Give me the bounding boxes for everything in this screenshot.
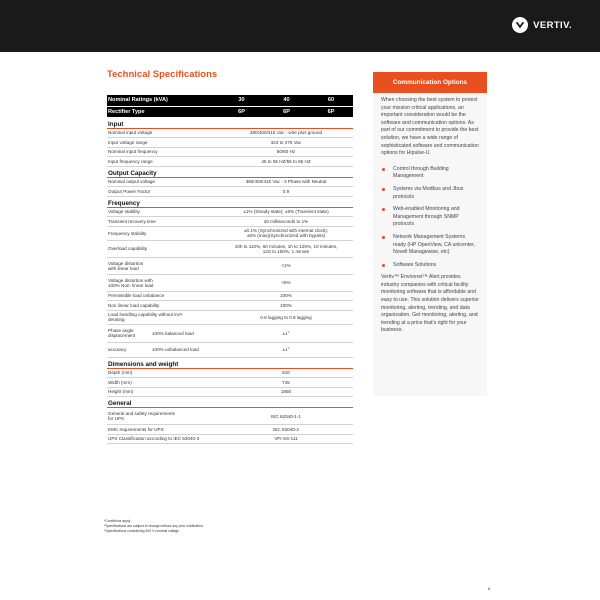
list-item <box>381 262 479 270</box>
label-line: Voltage distortion <box>108 260 144 266</box>
row-label: EMC requirements for UPS <box>107 425 219 435</box>
list-item <box>381 206 479 229</box>
label-line: Voltage distortion with <box>108 277 153 283</box>
table-row <box>107 257 353 274</box>
rectifier-40: 6P <box>264 106 309 117</box>
row-label: Nominal input voltage <box>107 128 219 138</box>
table-row <box>107 301 353 311</box>
list-item <box>381 166 479 181</box>
rating-30: 30 <box>219 95 264 106</box>
table-row <box>107 187 353 197</box>
label-line: 100% Non- linear load <box>108 282 154 288</box>
section-title: Output Capacity <box>107 166 353 177</box>
list-item <box>381 234 479 257</box>
row-label: Nominal input frequency <box>107 147 219 157</box>
label-line: displacement <box>108 333 136 338</box>
sidebar-closing: Vertiv™ Environet™ Alert provides industry companies with critical facility monitoring software that is affordable and easy to use. This solution delivers superior monitoring, alerting, trending, and data organization. Get monitoring, alerting, and trending at a price that's right for your business. <box>381 274 479 334</box>
row-value: 100% <box>219 291 353 301</box>
balanced-load-label: 100% balanced load <box>152 330 194 336</box>
row-label: Non linear load capability <box>107 301 219 311</box>
table-row <box>107 342 353 357</box>
value-line: 12S to 150%, 1 minute <box>262 248 310 254</box>
bullet-dot-icon <box>382 208 385 211</box>
table-row <box>107 217 353 227</box>
row-value: IEC 62040-1-1 <box>219 408 353 425</box>
row-label <box>107 342 219 357</box>
section-title: Input <box>107 117 353 128</box>
label-line: accuracy <box>108 347 127 352</box>
unbalanced-load-label: 100% unbalanced load <box>152 347 199 352</box>
list-item-text: Web-enabled Monitoring and Management through SNMP protocols <box>393 206 460 228</box>
row-label: Frequency stability <box>107 226 219 240</box>
sidebar-intro: When choosing the best system to protect your mission critical applications, an important consideration would be the software and communication options. As part of our commitment to provide the best solution, we have a wide range of sophisticated software and communication options for Hipulse-U. <box>381 97 479 157</box>
rectifier-header-row <box>107 106 353 117</box>
footnote: *Specifications considering 400 V nominal voltage <box>104 528 180 533</box>
section-title: Frequency <box>107 196 353 207</box>
header-bar <box>0 0 600 52</box>
communication-options-panel <box>373 72 487 396</box>
label-line: Phase angle <box>108 327 134 333</box>
value-line: ±0.1% (Synchronized with internal clock); <box>244 228 328 233</box>
row-label <box>107 274 219 291</box>
row-value: ±1° <box>219 342 353 357</box>
table-row <box>107 408 353 425</box>
rectifier-label: Rectifier Type <box>107 106 219 117</box>
table-row <box>107 310 353 324</box>
brand-logo <box>512 17 572 33</box>
bullet-dot-icon <box>382 264 385 267</box>
row-value: 810 <box>219 368 353 378</box>
label-line: Load handling capability without kVA <box>108 312 183 317</box>
table-row <box>107 226 353 240</box>
table-row <box>107 434 353 444</box>
table-row <box>107 274 353 291</box>
row-label: Voltage stability <box>107 207 219 217</box>
rating-60: 60 <box>309 95 353 106</box>
list-item-text: Systems via Modbus and Jbus protocols <box>393 185 464 200</box>
section-dimensions <box>107 357 353 368</box>
table-row <box>107 138 353 148</box>
table-row <box>107 157 353 167</box>
row-value <box>219 226 353 240</box>
table-row <box>107 324 353 342</box>
page-number: 8 <box>488 586 491 591</box>
row-value: 323 to 478 Vac <box>219 138 353 148</box>
row-value: 380/400/415 Vac - 3 Phase with Neutral <box>219 177 353 187</box>
vertiv-chevron-icon <box>512 17 528 33</box>
row-value: 45 to 55 HZ/55 to 65 HZ <box>219 157 353 167</box>
row-label: Permissible load unbalance <box>107 291 219 301</box>
row-label: Input frequency range <box>107 157 219 167</box>
row-value: IEC 62040-2 <box>219 425 353 435</box>
row-label <box>107 324 219 342</box>
list-item-text: Network Management Systems ready (HP OpenView, CA unicenter, Novell Managewise, etc) <box>393 233 475 256</box>
row-label: Width (mm) <box>107 378 219 388</box>
row-value: 745 <box>219 378 353 388</box>
rectifier-60: 6P <box>309 106 353 117</box>
section-input <box>107 117 353 128</box>
table-row <box>107 128 353 138</box>
list-item-text: Control through Building Management <box>393 165 449 180</box>
row-label: Input voltage range <box>107 138 219 148</box>
row-value: <1% <box>219 257 353 274</box>
row-label <box>107 408 219 425</box>
row-value: 380/400/415 Vac - wire plus ground <box>219 128 353 138</box>
row-label: Output Power Factor <box>107 187 219 197</box>
row-value: 0.8 lagging to 0.9 lagging <box>219 310 353 324</box>
phase-angle-label <box>107 328 152 339</box>
row-label <box>107 257 219 274</box>
bullet-dot-icon <box>382 168 385 171</box>
table-row <box>107 177 353 187</box>
table-row <box>107 368 353 378</box>
section-general <box>107 397 353 408</box>
table-row <box>107 240 353 257</box>
table-row <box>107 207 353 217</box>
row-value: 0.9 <box>219 187 353 197</box>
footnote: *Specifications are subject to change without any prior notification. <box>104 523 204 528</box>
row-label: Transient recovery time <box>107 217 219 227</box>
row-value: ±1° <box>219 324 353 342</box>
row-label: Overload capability <box>107 240 219 257</box>
row-label: UPS Classification according to IEC 62040-3 <box>107 434 219 444</box>
row-value: <5% <box>219 274 353 291</box>
page-title: Technical Specifications <box>107 69 218 80</box>
label-line: derating <box>108 317 125 322</box>
list-item <box>381 186 479 201</box>
spec-table <box>107 95 353 444</box>
section-frequency <box>107 196 353 207</box>
row-label: Nominal output voltage <box>107 177 219 187</box>
table-row <box>107 147 353 157</box>
row-value: 50/60 Hz <box>219 147 353 157</box>
value-line: ±5% (max)(Synchronized with bypass) <box>246 233 326 238</box>
label-line: General and safety requirements <box>108 411 175 416</box>
table-row <box>107 425 353 435</box>
row-value: VFI-SS-111 <box>219 434 353 444</box>
row-label: Height (mm) <box>107 387 219 397</box>
rectifier-30: 6P <box>219 106 264 117</box>
section-title: Dimensions and weight <box>107 357 353 368</box>
bullet-dot-icon <box>382 236 385 239</box>
row-value: 1850 <box>219 387 353 397</box>
brand-name: VERTIV. <box>533 19 572 31</box>
row-value: 20 milliseconds to 1% <box>219 217 353 227</box>
list-item-text: Software Solutions <box>393 261 437 268</box>
section-title: General <box>107 397 353 408</box>
row-value <box>219 240 353 257</box>
row-value: ±1% (Steady state); ±5% (Transient state) <box>219 207 353 217</box>
value-line: 10h to 110%, 60 minutes, 1h to 125%, 10 minutes, <box>234 243 338 249</box>
label-line: with linear load <box>108 265 139 271</box>
table-row <box>107 291 353 301</box>
row-label <box>107 310 219 324</box>
bullet-dot-icon <box>382 188 385 191</box>
label-line: for UPS <box>108 416 125 421</box>
section-output <box>107 166 353 177</box>
footnotes <box>104 519 204 534</box>
rating-40: 40 <box>264 95 309 106</box>
table-row <box>107 378 353 388</box>
table-row <box>107 387 353 397</box>
ratings-header-row <box>107 95 353 106</box>
options-list <box>373 158 487 270</box>
sidebar-title: Communication Options <box>373 72 487 93</box>
footnote: *Conditions apply <box>104 519 131 523</box>
row-label: Depth (mm) <box>107 368 219 378</box>
ratings-label: Nominal Ratings (kVA) <box>107 95 219 106</box>
row-value: 100% <box>219 301 353 311</box>
